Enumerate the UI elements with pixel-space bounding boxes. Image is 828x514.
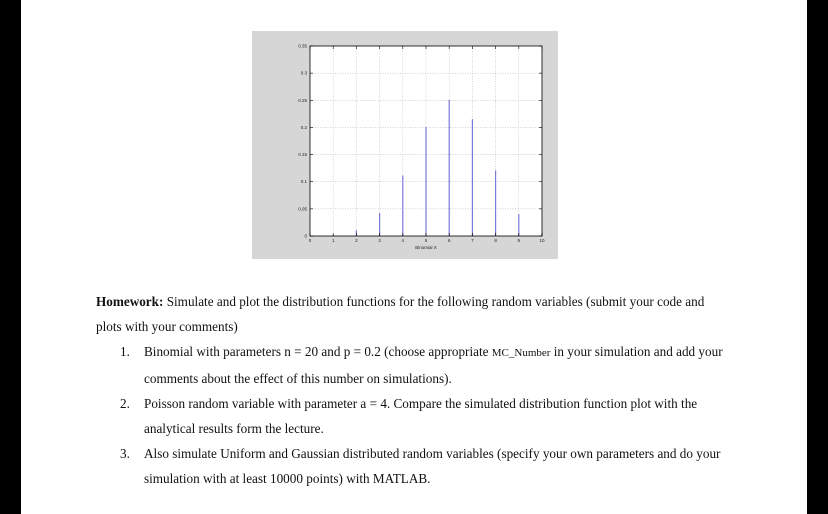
x-tick-label: 3: [378, 238, 381, 243]
item-number: 2.: [120, 396, 130, 411]
x-tick-label: 4: [401, 238, 405, 243]
x-tick-label: 0: [308, 238, 312, 243]
homework-list: [96, 339, 726, 491]
homework-item-3: [96, 441, 726, 491]
item-text-a: Binomial with parameters n = 20 and p = 0.2 (choose appropriate: [144, 344, 492, 359]
homework-intro-text: Simulate and plot the distribution functions for the following random variables (submit your code and plots with your comments): [96, 294, 705, 334]
x-tick-label: 5: [424, 238, 428, 243]
binomial-chart: [252, 31, 558, 259]
x-tick-label: 8: [494, 238, 497, 243]
homework-item-1: [96, 339, 726, 391]
x-tick-label: 7: [471, 238, 474, 243]
x-tick-label: 6: [447, 238, 451, 243]
y-tick-label: 0.2: [300, 124, 307, 130]
document-page: [21, 0, 807, 514]
y-tick-label: 0.3: [300, 70, 307, 76]
y-tick-label: 0.05: [298, 206, 307, 212]
x-tick-label: 2: [355, 238, 358, 243]
binomial-chart-figure: [252, 31, 558, 259]
x-tick-label: 10: [539, 238, 545, 243]
homework-item-2: [96, 391, 726, 441]
x-tick-label: 1: [331, 238, 335, 243]
item-number: 1.: [120, 344, 130, 359]
x-tick-label: 9: [517, 238, 521, 243]
y-tick-label: 0.35: [298, 43, 307, 49]
item-text-b: in your simulation and add your comments about the effect of this number on simulations).: [144, 344, 723, 386]
y-tick-label: 0.15: [298, 152, 307, 158]
item-text: Poisson random variable with parameter a = 4. Compare the simulated distribution function plot with the analytical results form the lecture.: [144, 396, 698, 436]
x-axis-label: Binomial X: [415, 245, 437, 250]
mc-number-code: MC_Number: [491, 347, 551, 359]
item-text: Also simulate Uniform and Gaussian distributed random variables (specify your own parameters and do your simulation with at least 10000 points) with MATLAB.: [144, 446, 721, 486]
homework-text: [96, 289, 726, 491]
y-tick-label: 0: [304, 233, 307, 239]
homework-label: Homework:: [96, 294, 164, 309]
item-number: 3.: [120, 446, 130, 461]
y-tick-label: 0.25: [298, 97, 307, 103]
y-tick-label: 0.1: [300, 179, 307, 185]
homework-intro: [96, 289, 726, 339]
